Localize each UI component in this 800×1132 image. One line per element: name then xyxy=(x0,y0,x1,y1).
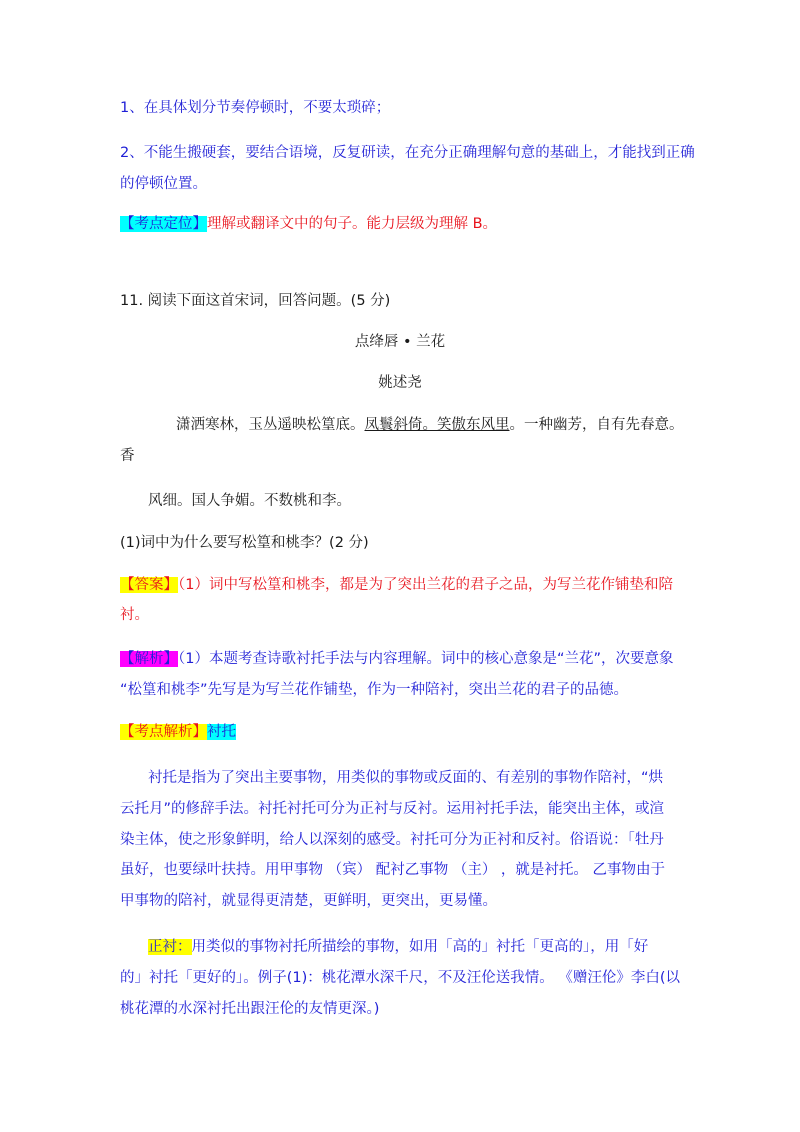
answer-line-1 xyxy=(120,575,673,595)
answer-text-1: （1）词中写松篁和桃李，都是为了突出兰花的君子之品，为写兰花作铺垫和陪 xyxy=(178,577,673,593)
zhengchen-line-2: 的」衬托「更好的」。例子(1)：桃花潭水深千尺，不及汪伦送我情。 《赠汪伦》李白(以 xyxy=(120,970,681,986)
poem-title: 点绛唇 • 兰花 xyxy=(354,334,446,350)
kaodian-tag: 【考点定位】 xyxy=(120,216,207,232)
kaodian-analysis-topic: 衬托 xyxy=(207,724,236,740)
note-item-2-line-1: 2、不能生搬硬套，要结合语境，反复研读，在充分正确理解句意的基础上，才能找到正确 xyxy=(120,145,695,161)
zhengchen-text-1: 用类似的事物衬托所描绘的事物，如用「高的」衬托「更高的」，用「好 xyxy=(191,939,649,955)
answer-line-2: 衬。 xyxy=(120,607,149,623)
note-item-1: 1、在具体划分节奏停顿时，不要太琐碎； xyxy=(120,100,391,116)
poem-line-1 xyxy=(176,415,684,435)
zhengchen-line-1 xyxy=(148,937,648,957)
kaodian-analysis-header xyxy=(120,722,236,742)
analysis-line-2: “松篁和桃李”先写是为写兰花作铺垫，作为一种陪衬，突出兰花的君子的品德。 xyxy=(120,682,629,698)
chentuo-para-line-1: 衬托是指为了突出主要事物，用类似的事物或反面的、有差别的事物作陪衬，“烘 xyxy=(148,770,664,786)
zhengchen-line-3: 桃花潭的水深衬托出跟汪伦的友情更深。) xyxy=(120,1001,380,1017)
chentuo-para-line-3: 染主体，使之形象鲜明，给人以深刻的感受。衬托可分为正衬和反衬。俗语说：「牡丹 xyxy=(120,832,664,848)
poem-line-3: 风细。国人争媚。不数桃和李。 xyxy=(148,493,351,509)
analysis-line-1 xyxy=(120,649,674,669)
question-prompt: 11. 阅读下面这首宋词，回答问题。(5 分) xyxy=(120,293,391,309)
poem-line-2: 香 xyxy=(120,448,135,464)
answer-tag: 【答案】 xyxy=(120,577,178,593)
zhengchen-tag: 正衬： xyxy=(148,939,192,955)
analysis-tag: 【解析】 xyxy=(120,651,178,667)
kaodian-line xyxy=(120,214,497,234)
chentuo-para-line-4: 虽好，也要绿叶扶持。用甲事物 （宾） 配衬乙事物 （主） ，就是衬托。 乙事物由于 xyxy=(120,862,666,878)
kaodian-analysis-tag: 【考点解析】 xyxy=(120,724,207,740)
poem-author: 姚述尧 xyxy=(378,375,422,391)
poem-line-1-underlined: 凤鬟斜倚。笑傲东风里 xyxy=(364,417,510,433)
analysis-text-1: （1）本题考查诗歌衬托手法与内容理解。词中的核心意象是“兰花”，次要意象 xyxy=(178,651,674,667)
chentuo-para-line-5: 甲事物的陪衬，就显得更清楚，更鲜明，更突出，更易懂。 xyxy=(120,893,497,909)
note-item-2-line-2: 的停顿位置。 xyxy=(120,176,207,192)
poem-line-1-part-a: 潇洒寒林，玉丛遥映松篁底。 xyxy=(176,417,365,433)
sub-question-1: (1)词中为什么要写松篁和桃李？(2 分) xyxy=(120,535,369,551)
kaodian-text: 理解或翻译文中的句子。能力层级为理解 B。 xyxy=(207,216,498,232)
poem-line-1-part-b: 。一种幽芳，自有先春意。 xyxy=(509,417,684,433)
chentuo-para-line-2: 云托月”的修辞手法。衬托衬托可分为正衬与反衬。运用衬托手法，能突出主体，或渲 xyxy=(120,801,665,817)
